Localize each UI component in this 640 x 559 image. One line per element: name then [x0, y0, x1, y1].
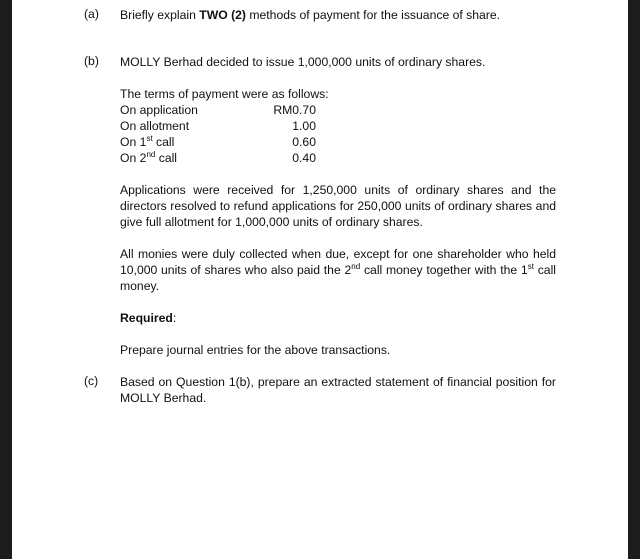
- question-b-paragraph-monies: All monies were duly collected when due, except for one shareholder who held 10,000 units of shares who also paid the 2nd call money together with the 1st call money.: [120, 247, 556, 293]
- payment-term-row: [120, 150, 556, 166]
- question-b-intro: MOLLY Berhad decided to issue 1,000,000 units of ordinary shares.: [120, 55, 486, 69]
- payment-term-row: [120, 102, 556, 118]
- required-heading: Required:: [120, 311, 177, 325]
- term-value: 1.00: [292, 119, 316, 133]
- term-label: On application: [120, 103, 198, 117]
- question-b-instruction: Prepare journal entries for the above transactions.: [120, 343, 391, 357]
- term-label: On 1st call: [120, 133, 175, 149]
- payment-term-row: [120, 118, 556, 134]
- payment-term-row: [120, 134, 556, 150]
- question-a-text: Briefly explain TWO (2) methods of payment for the issuance of share.: [120, 8, 501, 22]
- term-value: RM0.70: [273, 103, 316, 117]
- question-a-emphasis: TWO (2): [199, 8, 246, 22]
- payment-terms: [120, 86, 556, 166]
- term-value: 0.40: [292, 151, 316, 165]
- term-label: On 2nd call: [120, 149, 178, 165]
- term-value: 0.60: [292, 135, 316, 149]
- payment-terms-heading: The terms of payment were as follows:: [120, 87, 329, 101]
- question-b-paragraph-applications: Applications were received for 1,250,000 units of ordinary shares and the directors resolved to refund applications for 250,000 units of ordinary shares and give full allotment for 1,000,000 units of ordinary shares.: [120, 183, 556, 229]
- question-a-marker: (a): [84, 7, 99, 21]
- question-b-marker: (b): [84, 54, 99, 68]
- document-page: [12, 0, 628, 559]
- term-label: On allotment: [120, 119, 190, 133]
- question-c-text: Based on Question 1(b), prepare an extracted statement of financial position for MOLLY Berhad.: [120, 375, 556, 405]
- question-c-marker: (c): [84, 374, 99, 388]
